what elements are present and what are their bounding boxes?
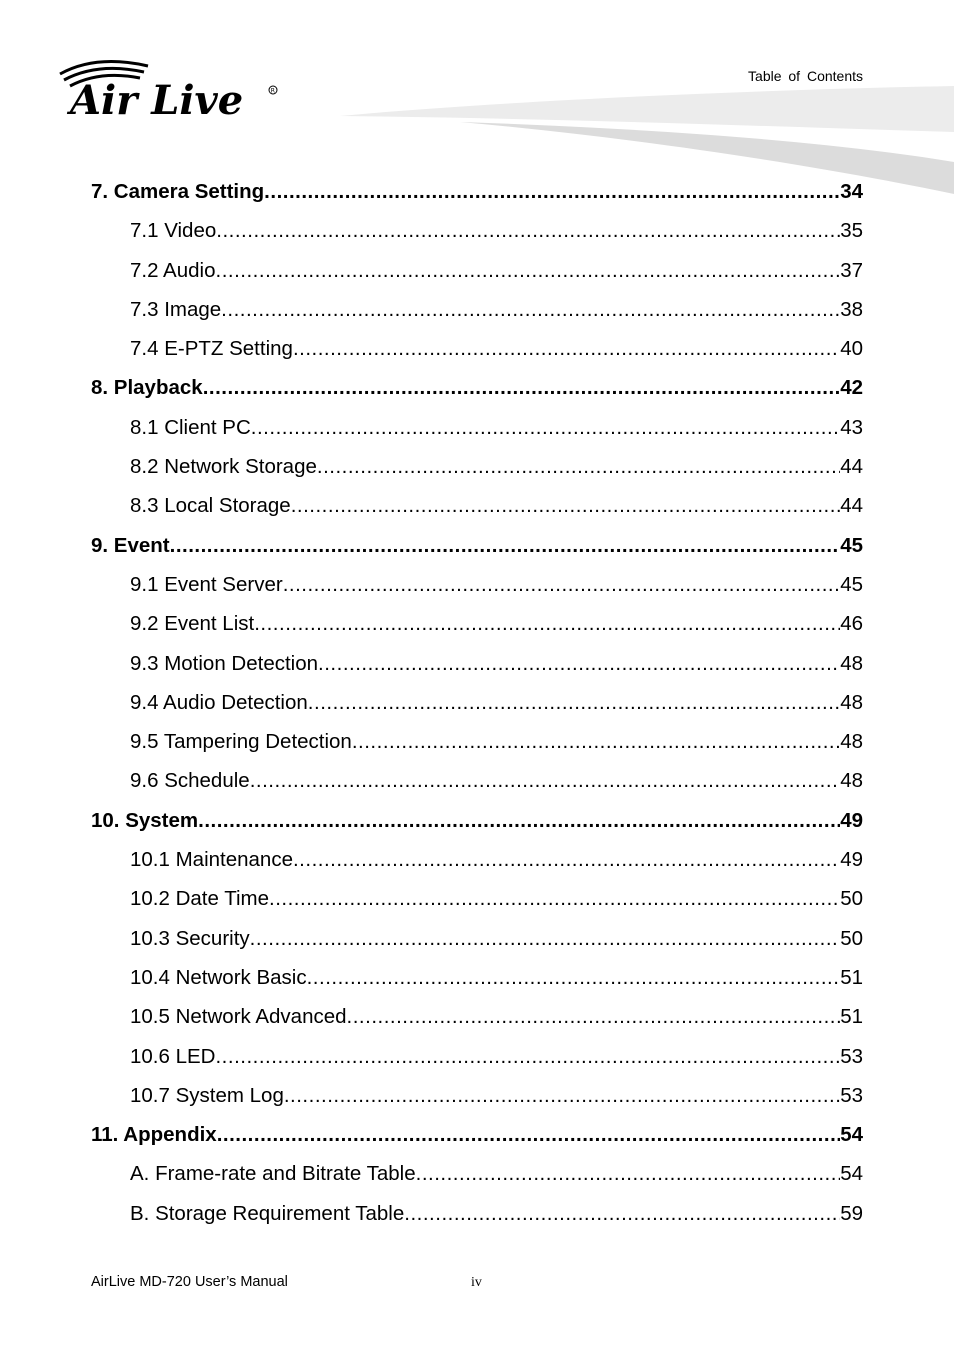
toc-section-entry[interactable] — [91, 722, 863, 761]
toc-dot-leader — [269, 879, 840, 918]
page-header — [0, 0, 954, 200]
toc-dot-leader — [283, 565, 840, 604]
toc-section-entry[interactable] — [91, 604, 863, 643]
toc-entry-page: 49 — [840, 848, 863, 872]
toc-dot-leader — [291, 486, 840, 525]
toc-dot-leader — [317, 447, 840, 486]
toc-entry-title: 10.4 Network Basic — [130, 965, 307, 989]
toc-entry-title: 10. System — [91, 808, 199, 832]
toc-entry-title: 7.3 Image — [130, 297, 222, 321]
toc-section-entry[interactable] — [91, 683, 863, 722]
toc-entry-title: 7.4 E-PTZ Setting — [130, 337, 293, 361]
toc-entry-page: 35 — [840, 219, 863, 243]
toc-dot-leader — [217, 1115, 840, 1154]
logo-wordmark: Air Live — [70, 77, 244, 124]
toc-entry-page: 37 — [840, 258, 863, 282]
toc-dot-leader — [318, 644, 840, 683]
toc-entry-page: 53 — [840, 1083, 863, 1107]
toc-entry-page: 46 — [840, 612, 863, 636]
toc-entry-title: 8.2 Network Storage — [130, 455, 317, 479]
toc-dot-leader — [170, 526, 841, 565]
airlive-logo — [56, 56, 296, 126]
toc-entry-title: 9.3 Motion Detection — [130, 651, 319, 675]
toc-section-entry[interactable] — [91, 958, 863, 997]
toc-section-entry[interactable] — [91, 565, 863, 604]
toc-entry-title: 9.2 Event List — [130, 612, 255, 636]
toc-entry-page: 51 — [840, 965, 863, 989]
toc-entry-page: 59 — [840, 1201, 863, 1225]
toc-dot-leader — [198, 801, 840, 840]
toc-dot-leader — [293, 329, 840, 368]
toc-dot-leader — [416, 1154, 841, 1193]
toc-section-entry[interactable] — [91, 211, 863, 250]
toc-entry-title: A. Frame-rate and Bitrate Table — [130, 1162, 416, 1186]
toc-section-entry[interactable] — [91, 840, 863, 879]
toc-dot-leader — [284, 1076, 840, 1115]
toc-entry-title: B. Storage Requirement Table — [130, 1201, 405, 1225]
toc-entry-page: 40 — [840, 337, 863, 361]
toc-dot-leader — [216, 211, 840, 250]
toc-entry-page: 43 — [840, 415, 863, 439]
toc-dot-leader — [264, 172, 840, 211]
toc-entry-title: 8. Playback — [91, 376, 203, 400]
toc-dot-leader — [308, 683, 840, 722]
toc-section-entry[interactable] — [91, 251, 863, 290]
toc-entry-page: 51 — [840, 1005, 863, 1029]
toc-chapter-entry[interactable] — [91, 172, 863, 211]
toc-section-entry[interactable] — [91, 486, 863, 525]
toc-entry-page: 45 — [840, 533, 863, 557]
toc-entry-title: 10.2 Date Time — [130, 887, 270, 911]
toc-chapter-entry[interactable] — [91, 1115, 863, 1154]
toc-dot-leader — [307, 958, 841, 997]
toc-dot-leader — [203, 368, 840, 407]
toc-entry-title: 10.1 Maintenance — [130, 848, 293, 872]
toc-chapter-entry[interactable] — [91, 801, 863, 840]
toc-entry-page: 42 — [840, 376, 863, 400]
toc-entry-page: 48 — [840, 730, 863, 754]
toc-chapter-entry[interactable] — [91, 526, 863, 565]
toc-entry-page: 54 — [840, 1123, 863, 1147]
toc-section-entry[interactable] — [91, 1037, 863, 1076]
toc-entry-title: 9. Event — [91, 533, 170, 557]
toc-entry-page: 53 — [840, 1044, 863, 1068]
toc-section-entry[interactable] — [91, 1194, 863, 1233]
toc-entry-page: 38 — [840, 297, 863, 321]
header-title: Table of Contents — [748, 68, 863, 84]
toc-dot-leader — [250, 919, 841, 958]
toc-dot-leader — [221, 290, 840, 329]
toc-entry-page: 49 — [840, 808, 863, 832]
toc-chapter-entry[interactable] — [91, 368, 863, 407]
toc-dot-leader — [251, 408, 840, 447]
toc-entry-page: 45 — [840, 572, 863, 596]
toc-dot-leader — [216, 251, 841, 290]
toc-entry-page: 48 — [840, 651, 863, 675]
toc-entry-title: 9.4 Audio Detection — [130, 690, 308, 714]
toc-section-entry[interactable] — [91, 644, 863, 683]
toc-entry-title: 10.6 LED — [130, 1044, 216, 1068]
toc-section-entry[interactable] — [91, 447, 863, 486]
toc-section-entry[interactable] — [91, 290, 863, 329]
toc-dot-leader — [352, 722, 840, 761]
toc-entry-title: 9.6 Schedule — [130, 769, 250, 793]
toc-entry-page: 44 — [840, 455, 863, 479]
toc-entry-title: 11. Appendix — [91, 1123, 217, 1147]
footer-manual-name: AirLive MD-720 User’s Manual — [91, 1274, 288, 1290]
svg-text:R: R — [270, 87, 275, 95]
table-of-contents — [91, 172, 863, 1233]
toc-section-entry[interactable] — [91, 408, 863, 447]
toc-entry-title: 8.3 Local Storage — [130, 494, 291, 518]
toc-entry-page: 50 — [840, 887, 863, 911]
toc-entry-title: 10.5 Network Advanced — [130, 1005, 347, 1029]
toc-entry-title: 10.3 Security — [130, 926, 250, 950]
toc-entry-title: 7.2 Audio — [130, 258, 216, 282]
footer-page-number: iv — [471, 1275, 482, 1290]
toc-dot-leader — [293, 840, 840, 879]
toc-section-entry[interactable] — [91, 1154, 863, 1193]
toc-entry-title: 8.1 Client PC — [130, 415, 251, 439]
toc-section-entry[interactable] — [91, 1076, 863, 1115]
toc-entry-title: 7. Camera Setting — [91, 180, 265, 203]
toc-entry-page: 44 — [840, 494, 863, 518]
toc-entry-page: 48 — [840, 769, 863, 793]
toc-section-entry[interactable] — [91, 997, 863, 1036]
toc-entry-title: 10.7 System Log — [130, 1083, 284, 1107]
toc-section-entry[interactable] — [91, 879, 863, 918]
toc-section-entry[interactable] — [91, 329, 863, 368]
toc-entry-page: 34 — [840, 180, 863, 203]
toc-entry-page: 48 — [840, 690, 863, 714]
toc-dot-leader — [250, 761, 841, 800]
toc-dot-leader — [404, 1194, 840, 1233]
toc-entry-title: 9.1 Event Server — [130, 572, 283, 596]
toc-entry-page: 50 — [840, 926, 863, 950]
toc-dot-leader — [215, 1037, 840, 1076]
toc-entry-page: 54 — [840, 1162, 863, 1186]
toc-dot-leader — [254, 604, 840, 643]
toc-entry-title: 9.5 Tampering Detection — [130, 730, 352, 754]
toc-dot-leader — [347, 997, 841, 1036]
toc-section-entry[interactable] — [91, 761, 863, 800]
toc-entry-title: 7.1 Video — [130, 219, 217, 243]
toc-section-entry[interactable] — [91, 919, 863, 958]
